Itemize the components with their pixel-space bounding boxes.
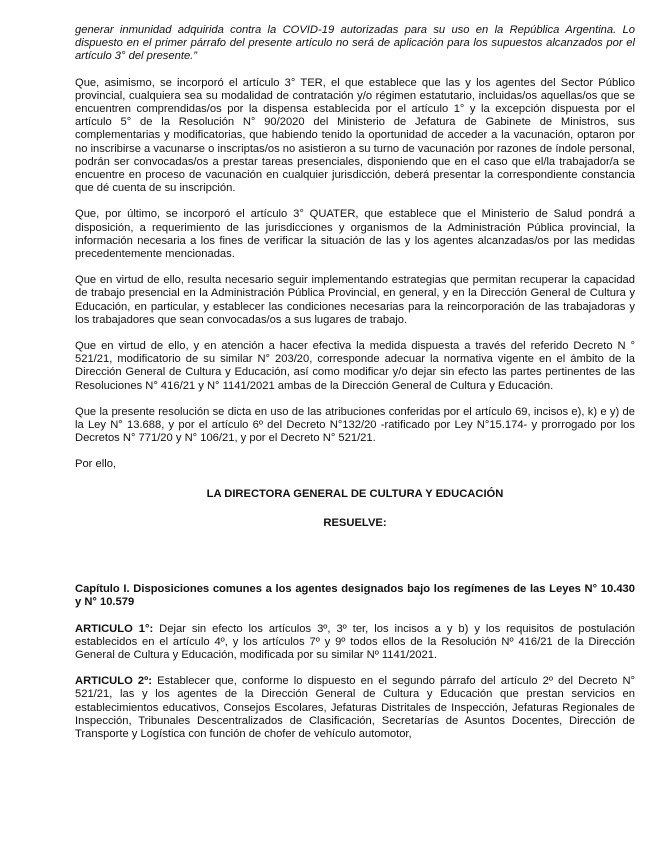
paragraph-quater: Que, por último, se incorporó el artículo 3° QUATER, que establece que el Ministerio de Salud pondrá a disposición, a requerimiento de las jurisdicciones y organismos de la Administración Pública provincial, la información necesaria a los fines de verificar la situación de las y los agentes alcanzadas/os por las medidas precedentemente mencionadas.: [75, 208, 635, 261]
authority-heading: LA DIRECTORA GENERAL DE CULTURA Y EDUCACIÓN: [206, 487, 504, 500]
article-2: [75, 675, 635, 741]
article-2-label: ARTICULO 2º:: [75, 675, 152, 688]
paragraph-recuperar: Que en virtud de ello, resulta necesario seguir implementando estrategias que permitan recuperar la capacidad de trabajo presencial en la Administración Pública Provincial, en general, y en la Dirección General de Cultura y Educación, en particular, y establecer las condiciones necesarias para la reincorporación de las trabajadoras y los trabajadores que sean convocadas/os a sus lugares de trabajo.: [75, 274, 635, 326]
article-1: [75, 623, 635, 663]
paragraph-tercer: Que, asimismo, se incorporó el artículo 3° TER, el que establece que las y los agentes del Sector Público provincial, cualquiera sea su modalidad de contratación y/o régimen estatutario, incluidas/os aquellas/os que se encuentren comprendidas/os por la dispensa establecida por el artículo 1° y la excepción dispuesta por el artículo 5° de la Resolución N° 90/2020 del Ministerio de Jefatura de Gabinete de Ministros, sus complementarias y modificatorias, que habiendo tenido la oportunidad de acceder a la vacunación, optaron por no inscribirse a vacunarse o inscriptas/os no asistieron a su turno de vacunación por razones de índole personal, podrán ser convocadas/os a prestar tareas presenciales, disponiendo que en el caso que el/la trabajador/a se encuentre en proceso de vacunación en cualquier jurisdicción, deberá presentar la correspondiente constancia que dé cuenta de su inscripción.: [75, 76, 635, 195]
paragraph-adecuar: Que en virtud de ello, y en atención a hacer efectiva la medida dispuesta a través del referido Decreto N ° 521/21, modificatorio de su similar N° 203/20, corresponde adecuar la normativa vigente en el ámbito de la Dirección General de Cultura y Educación, así como modificar y/o dejar sin efecto las partes pertinentes de las Resoluciones N° 416/21 y N° 1141/2021 ambas de la Dirección General de Cultura y Educación.: [75, 340, 635, 392]
paragraph-por-ello: Por ello,: [75, 458, 117, 471]
article-2-text: Establecer que, conforme lo dispuesto en el segundo párrafo del artículo 2º del Decreto N° 521/21, las y los agentes de la Dirección General de Cultura y Educación que prestan servicios en establecimientos educativos, Consejos Escolares, Jefaturas Distritales de Inspección, Jefaturas Regionales de Inspección, Tribunales Descentralizados de Clasificación, Secretarías de Asuntos Docentes, Dirección de Transporte y Logística con función de chofer de vehículo automotor,: [75, 675, 635, 740]
paragraph-atribuciones: Que la presente resolución se dicta en uso de las atribuciones conferidas por el artículo 69, incisos e), k) e y) de la Ley N° 13.688, y por el artículo 6º del Decreto N°132/20 -ratificado por Ley N°15.174- y prorrogado por los Decretos N° 771/20 y N° 106/21, y por el Decreto N° 521/21.: [75, 405, 635, 445]
section-spacer: [75, 543, 635, 583]
chapter-heading: Capítulo I. Disposiciones comunes a los agentes designados bajo los regímenes de las Leyes N° 10.430 y N° 10.579: [75, 583, 635, 609]
article-1-label: ARTICULO 1°:: [75, 622, 154, 635]
resolve-heading: RESUELVE:: [323, 516, 387, 529]
document-page: [75, 24, 635, 754]
quoted-text: generar inmunidad adquirida contra la COVID-19 autorizadas para su uso en la República Argentina. Lo dispuesto en el primer párrafo del presente artículo no será de aplicación para los supuestos alcanzados por el artículo 3° del presente.”: [75, 24, 635, 63]
article-1-text: Dejar sin efecto los artículos 3º, 3º ter, los incisos a y b) y los requisitos de postulación establecidos en el artículo 4º, y los artículos 7º y 9º todos ellos de la Resolución Nº 416/21 de la Dirección General de Cultura y Educación, modificada por su similar Nº 1141/2021.: [75, 622, 636, 661]
